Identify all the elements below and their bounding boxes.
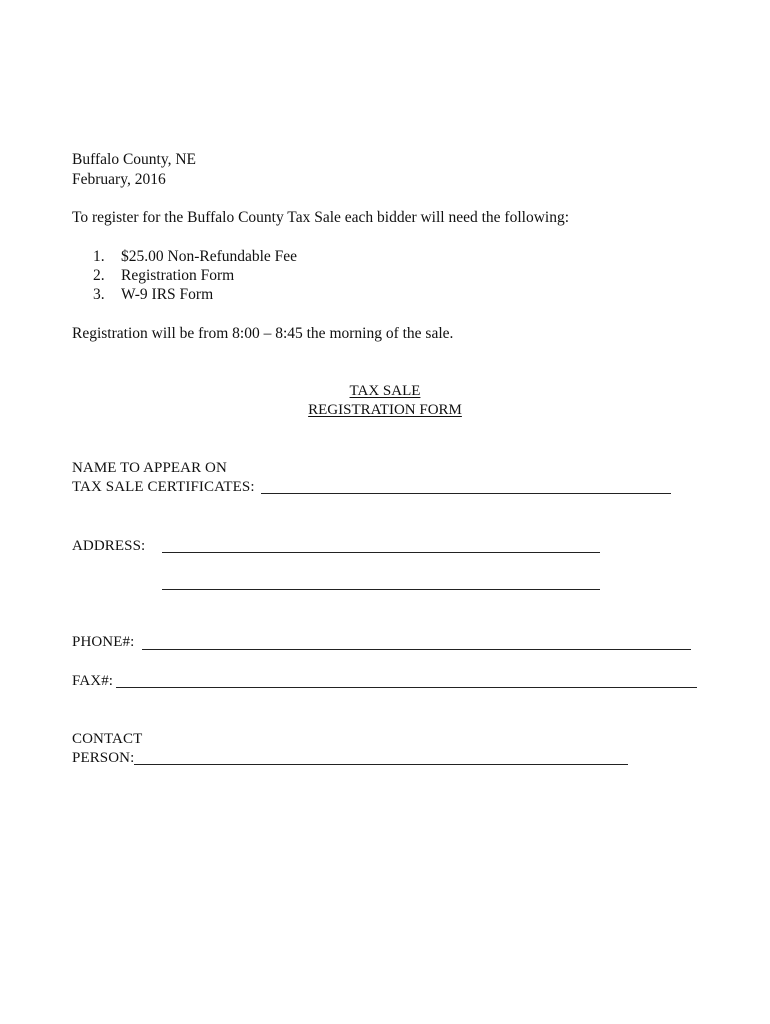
fax-field-line[interactable] <box>116 687 697 688</box>
document-date: February, 2016 <box>72 171 166 188</box>
list-item-registration-form: Registration Form <box>121 267 235 284</box>
list-item-number: 1. <box>93 248 105 265</box>
county-heading: Buffalo County, NE <box>72 151 196 168</box>
contact-label-line1: CONTACT <box>72 731 143 747</box>
address-label: ADDRESS: <box>72 538 146 554</box>
fax-label: FAX#: <box>72 673 114 689</box>
list-item-number: 2. <box>93 267 105 284</box>
list-item-number: 3. <box>93 286 105 303</box>
address-field-line-2[interactable] <box>162 589 600 590</box>
form-title-line2: REGISTRATION FORM <box>308 402 462 418</box>
intro-paragraph: To register for the Buffalo County Tax Sale each bidder will need the following: <box>72 209 570 226</box>
phone-label: PHONE#: <box>72 634 135 650</box>
name-field-line[interactable] <box>261 493 671 494</box>
form-title-line1: TAX SALE <box>349 383 421 399</box>
list-item-w9-form: W-9 IRS Form <box>121 286 214 303</box>
contact-person-field-line[interactable] <box>134 764 628 765</box>
contact-label-line2: PERSON: <box>72 750 135 766</box>
phone-field-line[interactable] <box>142 649 691 650</box>
name-label-line2: TAX SALE CERTIFICATES: <box>72 479 255 495</box>
list-item-fee: $25.00 Non-Refundable Fee <box>121 248 298 265</box>
name-label-line1: NAME TO APPEAR ON <box>72 460 227 476</box>
registration-time-note: Registration will be from 8:00 – 8:45 the morning of the sale. <box>72 325 454 342</box>
address-field-line-1[interactable] <box>162 552 600 553</box>
